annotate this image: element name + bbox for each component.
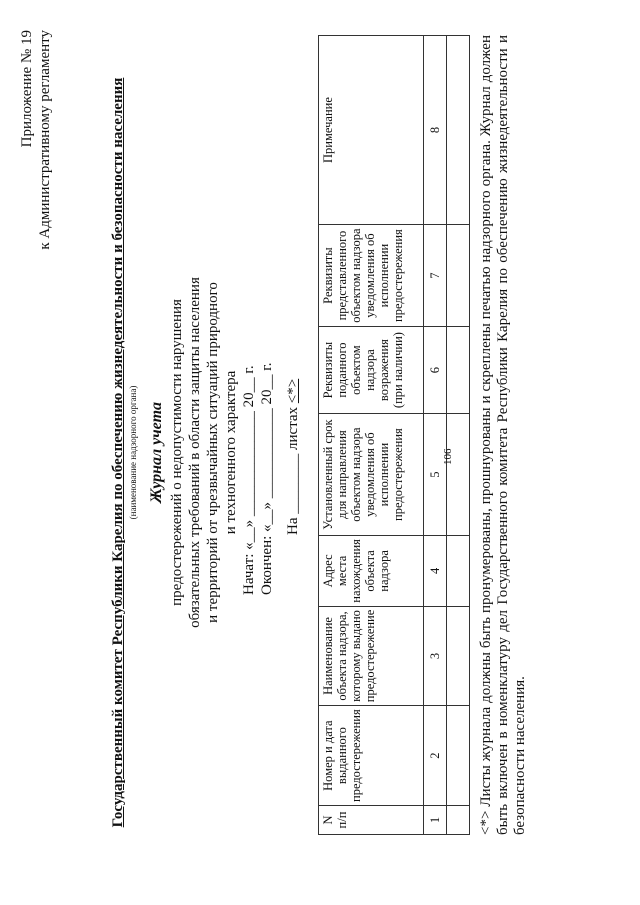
journal-dates xyxy=(240,363,276,596)
committee-name: Государственный комитет Республики Карелия по обеспечению жизнедеятельности и безопасности населения xyxy=(110,77,126,828)
empty-cell xyxy=(447,606,470,706)
subtitle-line: обязательных требований в области защиты населения xyxy=(187,277,203,628)
header-cell: Номер и дата выданного предостережения xyxy=(319,706,424,806)
empty-cell xyxy=(447,225,470,327)
appendix-header xyxy=(18,30,54,250)
sheets-count xyxy=(285,379,302,535)
journal-table xyxy=(318,35,470,835)
empty-cell xyxy=(447,414,470,536)
subtitle-line: и техногенного характера xyxy=(223,370,239,535)
empty-cell xyxy=(447,806,470,835)
appendix-line-2: к Административному регламенту xyxy=(37,30,53,250)
header-cell: N п/п xyxy=(319,806,424,835)
sheets-text: На ________ листах xyxy=(285,403,301,535)
header-cell: Примечание xyxy=(319,36,424,225)
number-cell: 7 xyxy=(424,225,447,327)
started-date: Начат: «__» ______________ 20__ г. xyxy=(241,365,257,595)
empty-cell xyxy=(447,536,470,607)
appendix-line-1: Приложение № 19 xyxy=(19,30,35,148)
number-cell: 1 xyxy=(424,806,447,835)
number-cell: 6 xyxy=(424,327,447,414)
journal-title: Журнал учета xyxy=(148,401,165,504)
journal-subtitle xyxy=(168,250,240,655)
subtitle-line: предостережений о недопустимости нарушения xyxy=(169,299,185,606)
header-cell: Адрес места нахождения объекта надзора xyxy=(319,536,424,607)
number-cell: 3 xyxy=(424,606,447,706)
header-cell: Наименование объекта надзора, которому выдано предостережение xyxy=(319,606,424,706)
empty-cell xyxy=(447,327,470,414)
number-cell: 2 xyxy=(424,706,447,806)
table-row xyxy=(447,36,470,835)
number-cell: 5 xyxy=(424,414,447,536)
header-cell: Реквизиты поданного объектом надзора возражения (при наличии) xyxy=(319,327,424,414)
sheets-footnote-mark: <*> xyxy=(285,378,301,404)
header-cell: Установленный срок для направления объектом надзора уведомления об исполнении предостережения xyxy=(319,414,424,536)
table-header-row xyxy=(319,36,424,835)
empty-cell xyxy=(447,706,470,806)
page-number: 106 xyxy=(442,448,454,465)
committee-caption: (наименование надзорного органа) xyxy=(128,385,138,520)
header-cell: Реквизиты представленного объектом надзора уведомления об исполнении предостережения xyxy=(319,225,424,327)
empty-cell xyxy=(447,36,470,225)
subtitle-line: и территорий от чрезвычайных ситуаций природного xyxy=(205,282,221,623)
ended-date: Окончен: «__» ____________ 20__ г. xyxy=(259,362,275,595)
number-cell: 8 xyxy=(424,36,447,225)
number-cell: 4 xyxy=(424,536,447,607)
footnote: <*> Листы журнала должны быть пронумерованы, прошнурованы и скреплены печатью надзорного органа. Журнал должен быть включен в номенклатуру дел Государственного комитета Республики Карелия по обеспечению жизнедеятельности и безопасности населения. xyxy=(478,35,528,835)
table-row xyxy=(424,36,447,835)
